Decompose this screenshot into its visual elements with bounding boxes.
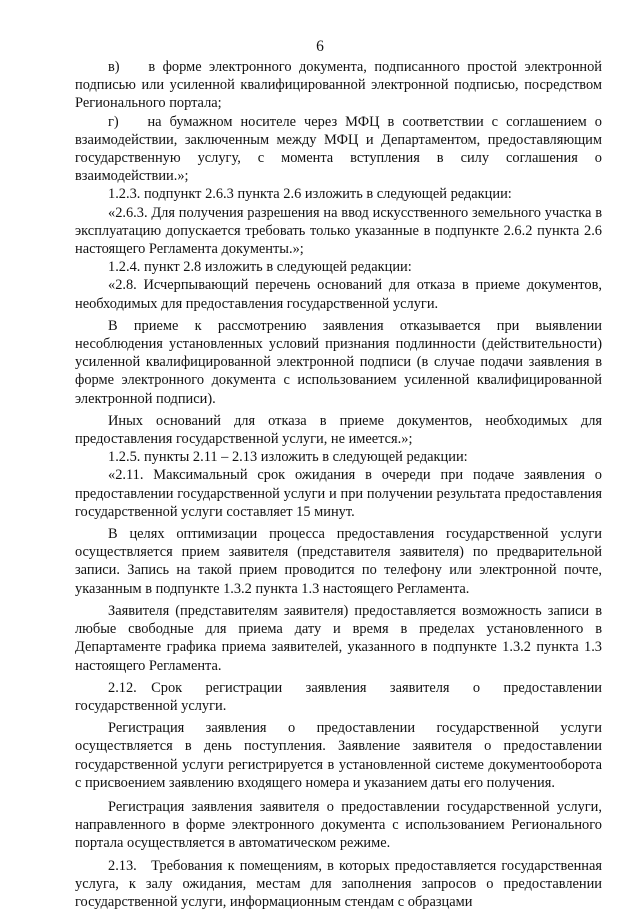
paragraph-2-6-3: «2.6.3. Для получения разрешения на ввод искусственного земельного участка в эксплуатацию допускается требовать только указанные в подпункте 2.6.2 пункта 2.6 настоящего Регламента документы.»; xyxy=(75,204,602,258)
paragraph-1-2-3-heading: 1.2.3. подпункт 2.6.3 пункта 2.6 изложить в следующей редакции: xyxy=(108,186,512,203)
page-number: 6 xyxy=(316,38,324,55)
paragraph-item-v: в) в форме электронного документа, подписанного простой электронной подписью или усиленной квалифицированной электронной подписью, посредством Регионального портала; xyxy=(75,59,602,112)
paragraph-item-g: г) на бумажном носителе через МФЦ в соответствии с соглашением о взаимодействии, заключенным между МФЦ и Департаментом, предоставляющим государственную услугу, с момента вступления в силу соглашения о взаимодействии.»; xyxy=(75,113,602,185)
paragraph-no-other-grounds: Иных оснований для отказа в приеме документов, необходимых для предоставления государственной услуги, не имеется.»; xyxy=(75,412,602,448)
paragraph-1-2-4-heading: 1.2.4. пункт 2.8 изложить в следующей редакции: xyxy=(108,259,412,276)
paragraph-2-12: 2.12. Срок регистрации заявления заявителя о предоставлении государственной услуги. xyxy=(75,679,602,714)
paragraph-2-8: «2.8. Исчерпывающий перечень оснований для отказа в приеме документов, необходимых для предоставления государственной услуги. xyxy=(75,277,602,312)
paragraph-electronic-registration: Регистрация заявления заявителя о предоставлении государственной услуги, направленного в форме электронного документа с использованием Регионального портала осуществляется в автоматическом режиме. xyxy=(75,798,602,852)
paragraph-booking-schedule: Заявителя (представителям заявителя) предоставляется возможность записи в любые свободные для приема дату и время в пределах установленного в Департаменте графика приема заявителей, указанного в подпункте 1.3.2 пункта 1.3 настоящего Регламента. xyxy=(75,602,602,674)
paragraph-registration: Регистрация заявления о предоставлении государственной услуги осуществляется в день поступления. Заявление заявителя о предоставлении государственной услуги регистрируется в установленной системе документооборота с присвоением заявлению входящего номера и указанием даты его получения. xyxy=(75,720,602,791)
paragraph-preliminary-booking: В целях оптимизации процесса предоставления государственной услуги осуществляется прием заявителя (представителя заявителя) по предварительной записи. Запись на такой прием проводится по телефону или электронной почте, указанным в подпункте 1.3.2 пункта 1.3 настоящего Регламента. xyxy=(75,526,602,597)
paragraph-2-13: 2.13. Требования к помещениям, в которых предоставляется государственная услуга, к залу ожидания, местам для заполнения запросов о предоставлении государственной услуги, информационным стендам с образцами xyxy=(75,857,602,910)
paragraph-refusal-grounds: В приеме к рассмотрению заявления отказывается при выявлении несоблюдения установленных условий признания подлинности (действительности) усиленной квалифицированной электронной подписи (в случае подачи заявления в форме электронного документа с использованием усиленной квалифицированной электронной подписи). xyxy=(75,317,602,407)
paragraph-1-2-5-heading: 1.2.5. пункты 2.11 – 2.13 изложить в следующей редакции: xyxy=(108,449,468,466)
paragraph-2-11: «2.11. Максимальный срок ожидания в очереди при подаче заявления о предоставлении государственной услуги и при получении результата предоставления государственной услуги составляет 15 минут. xyxy=(75,467,602,520)
document-body xyxy=(75,58,602,911)
